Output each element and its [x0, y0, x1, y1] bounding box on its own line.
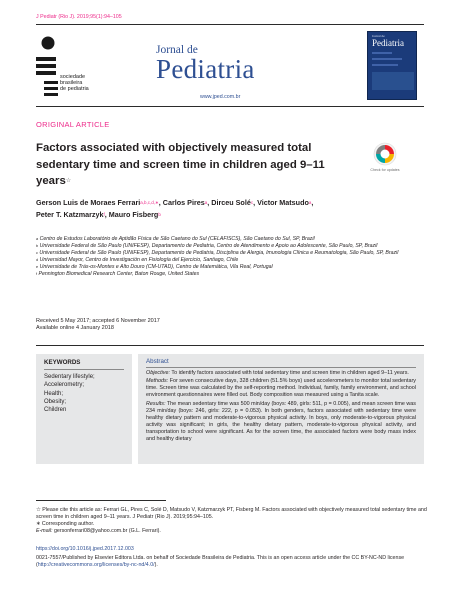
keyword-item: Sedentary lifestyle; [44, 374, 95, 380]
author-affiliation-marks: a,b,c,d,∗ [140, 200, 159, 205]
author-name: Carlos Pires [162, 198, 205, 207]
author-email-link[interactable]: gersonferrari08@yahoo.com.br (G.L. Ferrari). [53, 528, 161, 535]
journal-citation: J Pediatr (Rio J). 2019;95(1):94–105 [36, 14, 122, 20]
cover-line [372, 52, 392, 54]
keyword-item: Health; [44, 390, 64, 397]
abstract-body [146, 370, 416, 444]
journal-url-link[interactable]: www.jped.com.br [200, 94, 241, 100]
affiliation-item: $^d$ Universidad Mayor, Centro de Investigación en Fisiología del Ejercicio, Santiago, Chile [36, 257, 239, 264]
section-rule [36, 345, 424, 346]
title-footnote-star: ☆ [65, 178, 72, 184]
abstract-heading: Abstract [146, 358, 416, 368]
header-rule-top [36, 24, 424, 25]
keywords-heading: KEYWORDS [44, 359, 124, 370]
abstract-panel [138, 354, 424, 464]
author-name: Dirceu Solé [211, 198, 251, 207]
corresponding-author-note: ∗ Corresponding author. [36, 521, 95, 528]
author-name: Victor Matsudo [257, 198, 309, 207]
author-affiliation-marks: a [308, 200, 312, 205]
author-affiliation-marks: b [158, 212, 161, 217]
affiliation-item: $^f$ Pennington Biomedical Research Center, Baton Rouge, United States [36, 271, 200, 278]
footnote-rule [36, 500, 166, 501]
society-name: sociedade brasileira de pediatria [60, 74, 89, 92]
abstract-results: Results: The mean sedentary time was 500 min/day (boys: 489, girls: 511, p = 0.005), and mean screen time was 234 min/day (boys: 246, girls: 222, p = 0.053). In both genders, factors associated with sedentary time were healthy dietary pattern and moderate-to-vigorous physical activity. In boys, only moderate-to-vigorous physical activity was significant; in girls, the healthy dietary pattern, moderate-to-vigorous physical activity, and transportation to school were significant. As for the screen time, the associated factors were body mass index and healthy dietary [146, 400, 416, 443]
affiliation-item: $^e$ Universidade de Trás-os-Montes e Alto Douro (CM-UTAD), Centro de Matemática, Vila Real, Portugal [36, 264, 273, 271]
journal-of-label: Jornal de [156, 44, 198, 56]
doi-link[interactable]: https://doi.org/10.1016/j.jped.2017.12.003 [36, 546, 134, 552]
author-email-line: E-mail: gersonferrari08@yahoo.com.br (G.L. Ferrari). [36, 528, 161, 535]
keyword-item: Accelerometry; [44, 382, 85, 389]
cover-journal-name: Pediatria [372, 38, 404, 48]
author-affiliation-marks: a [204, 200, 208, 205]
affiliation-item: $^b$ Universidade Federal de São Paulo (UNIFESP), Departamento de Pediatria, Centro de Atendimento e Apoio ao Adolescente, São Paulo, SP, Brazil [36, 243, 378, 250]
keyword-item: Children [44, 407, 67, 414]
author-list: Gerson Luis de Moraes Ferrari$^{a,b,c,d,∗}$, Carlos Pires$^a$, Dirceu Solé$^c$, Victor Matsudo$^a$, Peter T. Katzmarzyk$^f$, Mauro Fisberg$^b$ [36, 198, 314, 219]
received-date: Received 5 May 2017; accepted 6 November 2017 [36, 318, 160, 324]
journal-cover-thumbnail [367, 31, 417, 100]
article-dates [36, 318, 160, 333]
author-affiliation-marks: f [103, 212, 105, 217]
affiliation-item: $^a$ Centro de Estudos Laboratório de Aptidão Física de São Caetano do Sul (CELAFISCS), São Caetano do Sul, SP, Brazil [36, 236, 315, 242]
cover-line [372, 64, 398, 66]
license-statement: 0021-7557/Published by Elsevier Editora Ltda. on behalf of Sociedade Brasileira de Pediatria. This is an open access article under the CC BY-NC-ND license (http://creativecommons.org/licenses/by-nc-nd/4.0/). [36, 555, 405, 569]
keyword-item: Obesity; [44, 398, 67, 405]
license-link[interactable]: http://creativecommons.org/licenses/by-nc-nd/4.0/ [37, 562, 155, 569]
crossmark-label: Check for updates [370, 168, 400, 172]
affiliation-item: $^c$ Universidade Federal de São Paulo (UNIFESP), Departamento de Pediatria, Disciplina de Alergia, Imunologia Clínica e Reumatologia, São Paulo, SP, Brazil [36, 250, 399, 257]
author-affiliation-marks: c [250, 200, 254, 205]
cover-image-block [372, 72, 414, 90]
author-name: Gerson Luis de Moraes Ferrari [36, 198, 141, 207]
cover-journal-of: Jornal de [372, 34, 385, 38]
header-rule-bottom [36, 106, 424, 107]
article-title: Factors associated with objectively measured total sedentary time and screen time in children aged 9–11 years☆ [36, 142, 325, 187]
journal-name: Pediatria [156, 54, 255, 84]
cover-line [372, 58, 402, 60]
available-date: Available online 4 January 2018 [36, 325, 114, 332]
author-name: Mauro Fisberg [108, 210, 159, 219]
keywords-panel [36, 354, 132, 464]
article-type-label: ORIGINAL ARTICLE [36, 120, 110, 129]
affiliation-list [36, 236, 426, 279]
crossmark-icon[interactable] [372, 142, 398, 170]
abstract-methods: Methods: For seven consecutive days, 328 children (51.5% boys) used accelerometers to monitor total sedentary time. Screen time was calculated by the self-reporting method. Individual, family, family environment, and school environment questionnaires were filled out. Body composition was measured using a Tanita scale. [146, 378, 416, 399]
footnotes [36, 507, 428, 535]
citation-footnote: ☆ Please cite this article as: Ferrari GL, Pires C, Solé D, Matsudo V, Katzmarzyk PT, Fisberg M. Factors associated with objectively measured total sedentary time and screen time in children aged 9–11 years. J Pediatr (Rio J). 2019;95:94–105. [36, 507, 427, 521]
author-name: Peter T. Katzmarzyk [36, 210, 104, 219]
abstract-objective: Objective: To identify factors associated with total sedentary time and screen time in children aged 9–11 years. [146, 370, 409, 376]
